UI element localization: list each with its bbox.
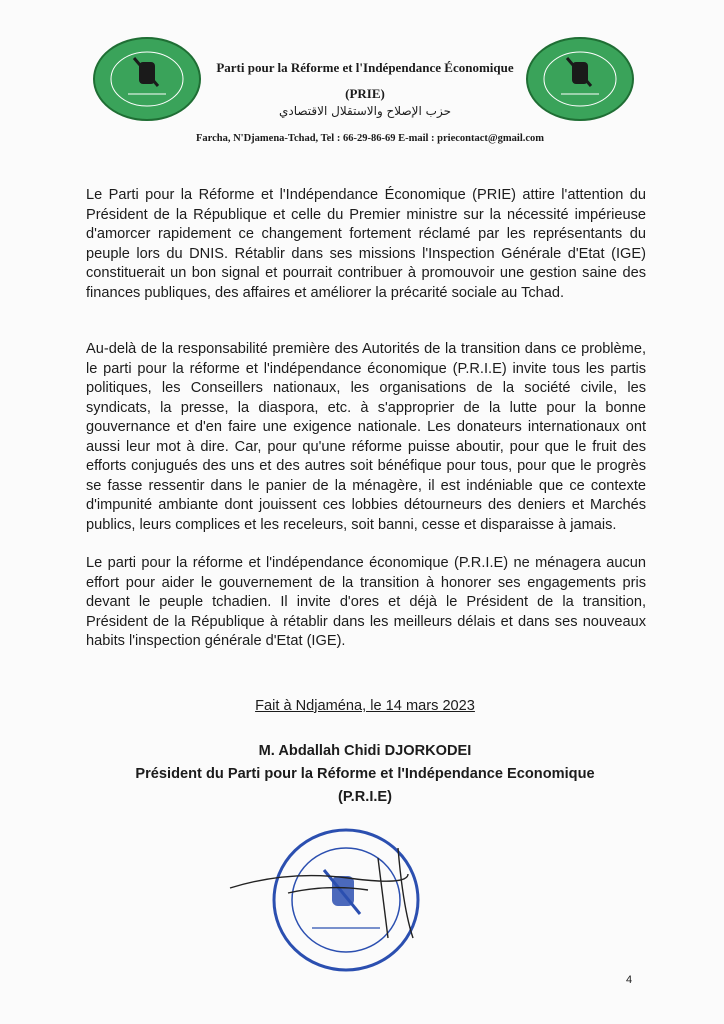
party-logo-left bbox=[92, 36, 202, 122]
signature-scribble bbox=[230, 848, 413, 938]
signatory-abbreviation: (P.R.I.E) bbox=[337, 789, 393, 805]
body-paragraph-3: Le parti pour la réforme et l'indépendance économique (P.R.I.E) ne ménagera aucun effort pour aider le gouvernement de la transition à honorer ses engagements pris devant le peuple tchadien. Il invite d'ores et déjà le Président de la transition, Président de la République à rétablir dans les meilleurs délais et dans ses nouveaux habits l'inspection générale d'Etat (IGE). bbox=[86, 555, 646, 649]
letterhead-abbreviation: (PRIE) bbox=[345, 86, 385, 101]
body-paragraph-2: Au-delà de la responsabilité première des Autorités de la transition dans ce problème, le parti pour la réforme et l'indépendance économique (P.R.I.E) invite tous les partis politiques, les Conseillers nationaux, les organisations de la société civile, les syndicats, la presse, la diaspora, etc. à s'approprier de la lutte pour la bonne gouvernance et d'en faire une exigence nationale. Les donateurs internationaux ont aussi leur mot à dire. Car, pour qu'une réforme puisse aboutir, pour que le fruit des efforts conjugués des uns et des autres soit bénéfique pour tous, pour que le progrès se fasse ressentir dans le panier de la ménagère, il est indéniable que ce contexte d'impunité ambiante dont jouissent ces lobbies détourneurs des deniers et Marchés publics, leurs complices et les receleurs, soit banni, cesse et disparaisse à jamais. bbox=[86, 341, 646, 533]
signatory-role: Président du Parti pour la Réforme et l'Indépendance Economique bbox=[135, 766, 595, 782]
party-logo-right bbox=[525, 36, 635, 122]
letterhead-party-name: Parti pour la Réforme et l'Indépendance Économique bbox=[216, 60, 514, 75]
signatory-name: M. Abdallah Chidi DJORKODEI bbox=[258, 743, 472, 759]
official-stamp bbox=[228, 818, 440, 978]
place-date: Fait à Ndjaména, le 14 mars 2023 bbox=[255, 698, 475, 714]
body-paragraph-1: Le Parti pour la Réforme et l'Indépendance Économique (PRIE) attire l'attention du Président de la République et celle du Premier ministre sur la nécessité impérieuse d'amorcer rapidement ce changement fortement réclamé par les représentants du peuple lors du DNIS. Rétablir dans ses missions l'Inspection Générale d'Etat (IGE) constituerait un bon signal et pourrait contribuer à promouvoir une gestion saine des finances publiques, des affaires et améliorer la précarité sociale au Tchad. bbox=[86, 187, 646, 301]
letterhead-contact: Farcha, N'Djamena-Tchad, Tel : 66-29-86-69 E-mail : priecontact@gmail.com bbox=[195, 133, 545, 144]
letterhead-arabic-name: حزب الإصلاح والاستقلال الاقتصادي bbox=[279, 104, 451, 118]
page-number: 4 bbox=[626, 974, 633, 986]
